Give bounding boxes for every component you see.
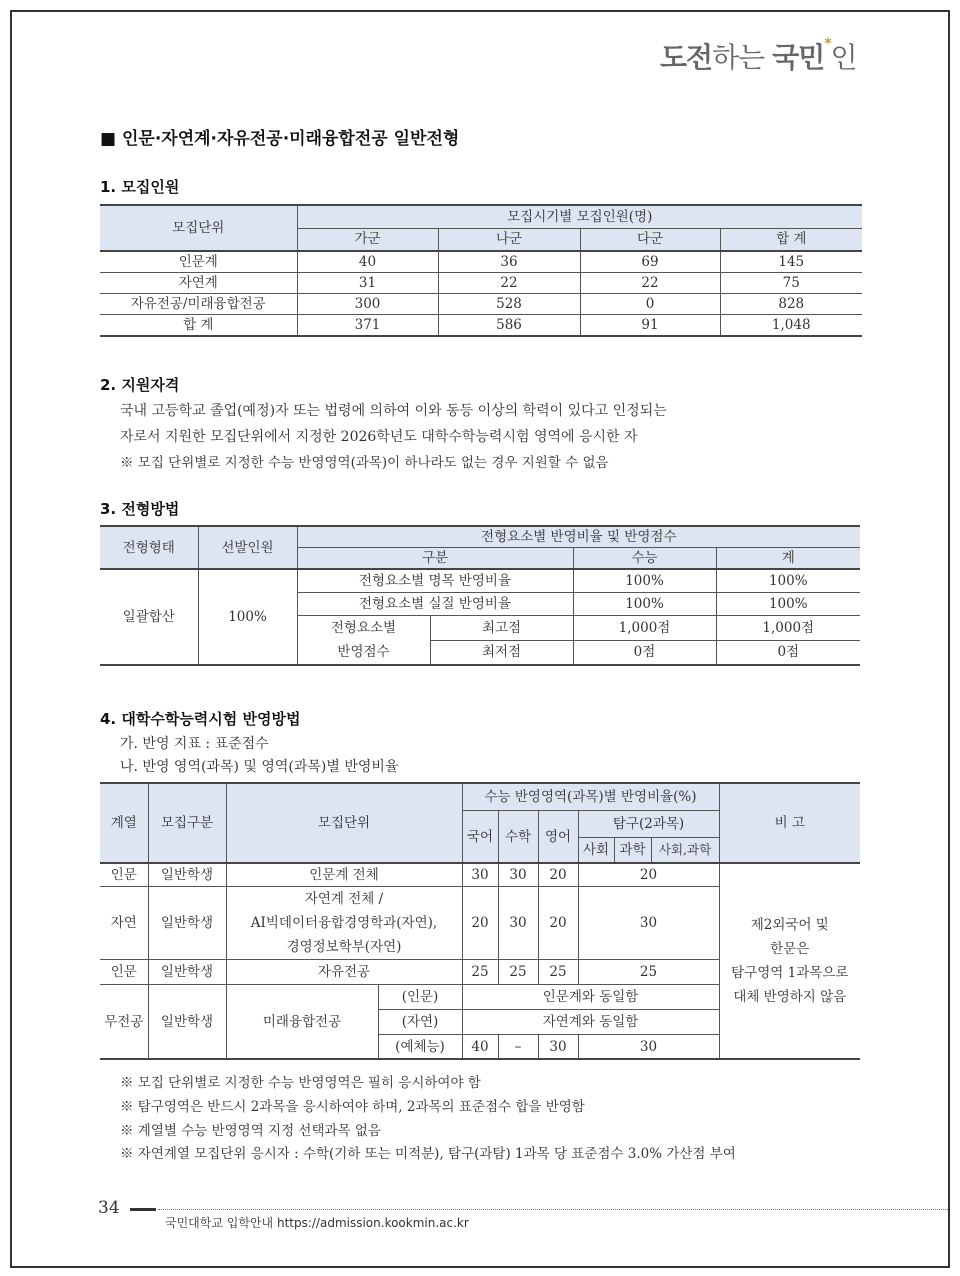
text: 국내 고등학교 졸업(예정)자 또는 법령에 의하여 이와 동등 이상의 학력이 있다고 인정되는: [120, 403, 667, 419]
table-cell: 인문: [100, 960, 148, 985]
table-row: [100, 863, 860, 887]
table-cell: 일반학생: [148, 863, 226, 887]
table-cell: 100%: [573, 593, 716, 616]
table-cell: 구분: [297, 548, 573, 570]
table-cell: 31: [297, 273, 438, 294]
text: ※ 계열별 수능 반영영역 지정 선택과목 없음: [120, 1123, 381, 1139]
text: ※ 모집 단위별로 지정한 수능 반영영역(과목)이 하나라도 없는 경우 지원할 수 없음: [120, 455, 609, 471]
table-cell: 30: [578, 1035, 719, 1060]
table-cell: 20: [462, 887, 498, 960]
table-cell: 1,048: [720, 315, 862, 337]
table-cell: 100%: [716, 593, 860, 616]
table-cell: 100%: [716, 569, 860, 593]
table-cell: 가군: [297, 228, 438, 251]
table-cell: 미래융합전공: [226, 985, 378, 1060]
table-cell: 0: [580, 294, 720, 315]
table-cell: 371: [297, 315, 438, 337]
table-cell: 자유전공/미래융합전공: [100, 294, 297, 315]
text: 자로서 지원한 모집단위에서 지정한 2026학년도 대학수학능력시험 영역에 응시한 자: [120, 429, 638, 445]
table-cell: 최저점: [430, 640, 573, 665]
table-cell: 전형요소별 명목 반영비율: [297, 569, 573, 593]
table-row: [100, 526, 860, 548]
table-cell: 전형형태: [100, 526, 198, 569]
table-row: [100, 569, 860, 593]
table-cell: 일괄합산: [100, 569, 198, 665]
table-cell: (예체능): [378, 1035, 462, 1060]
text: 탐구영역 1과목으로: [731, 965, 849, 981]
page-title: ■ 인문·자연계·자유전공·미래융합전공 일반전형: [100, 129, 460, 149]
logo: [660, 36, 857, 76]
text: AI빅데이터융합경영학과(자연),: [250, 915, 438, 931]
text: 가. 반영 지표 : 표준점수: [120, 736, 269, 752]
table-cell: 계열: [100, 783, 148, 863]
table-cell: 모집단위: [100, 205, 297, 251]
text: 대체 반영하지 않음: [733, 989, 847, 1005]
text: *: [824, 36, 831, 52]
table-cell: 자유전공: [226, 960, 462, 985]
table-cell: [719, 863, 860, 1059]
table-cell: 수능: [573, 548, 716, 570]
table-cell: 30: [498, 863, 538, 887]
table-cell: 22: [580, 273, 720, 294]
text: ※ 모집 단위별로 지정한 수능 반영영역은 필히 응시하여야 함: [120, 1075, 481, 1091]
table-cell: 비 고: [719, 783, 860, 863]
table-cell: (인문): [378, 985, 462, 1010]
table-cell: 30: [462, 863, 498, 887]
table-cell: 22: [438, 273, 580, 294]
text: 하는: [712, 41, 773, 74]
table-cell: 69: [580, 251, 720, 273]
text: 제2외국어 및: [750, 917, 829, 933]
table-cell: 모집구분: [148, 783, 226, 863]
text: 나. 반영 영역(과목) 및 영역(과목)별 반영비율: [120, 759, 399, 775]
table-cell: 91: [580, 315, 720, 337]
text: 도전: [660, 41, 713, 74]
recruitment-table: [100, 204, 862, 337]
table-row: [100, 294, 862, 315]
table-cell: 모집단위: [226, 783, 462, 863]
table-row: [100, 315, 862, 337]
table-cell: 과학: [614, 838, 651, 864]
table-cell: 자연계와 동일함: [462, 1010, 719, 1035]
table-cell: 수능 반영영역(과목)별 반영비율(%): [462, 783, 719, 811]
table-cell: 전형요소별 실질 반영비율: [297, 593, 573, 616]
section-heading: 1. 모집인원: [100, 178, 180, 196]
table-cell: 인문계: [100, 251, 297, 273]
table-cell: 828: [720, 294, 862, 315]
table-cell: 25: [578, 960, 719, 985]
table-cell: 36: [438, 251, 580, 273]
text: 한문은: [770, 941, 810, 957]
text: ※ 탐구영역은 반드시 2과목을 응시하여야 하며, 2과목의 표준점수 합을 반영함: [120, 1099, 585, 1115]
table-cell: 일반학생: [148, 887, 226, 960]
table-cell: 영어: [538, 811, 578, 864]
selection-method-table: [100, 525, 860, 666]
table-cell: 20: [578, 863, 719, 887]
table-row: [100, 783, 860, 811]
table-cell: 300: [297, 294, 438, 315]
table-cell: (자연): [378, 1010, 462, 1035]
text: 자연계 전체 /: [304, 891, 384, 907]
table-cell: 40: [297, 251, 438, 273]
table-cell: 모집시기별 모집인원(명): [297, 205, 862, 228]
text: ※ 자연계열 모집단위 응시자 : 수학(기하 또는 미적분), 탐구(과탐) 1과목 당 표준점수 3.0% 가산점 부여: [120, 1146, 736, 1162]
table-cell: 자연계: [100, 273, 297, 294]
table-cell: 20: [538, 887, 578, 960]
table-cell: 1,000점: [716, 616, 860, 641]
suneung-ratio-table: [100, 782, 860, 1060]
section-heading: 4. 대학수학능력시험 반영방법: [100, 710, 301, 728]
table-cell: 528: [438, 294, 580, 315]
table-cell: 전형요소별 반영비율 및 반영점수: [297, 526, 860, 548]
table-cell: –: [498, 1035, 538, 1060]
table-cell: 인문: [100, 863, 148, 887]
table-cell: 75: [720, 273, 862, 294]
table-cell: 수학: [498, 811, 538, 864]
table-row: [100, 251, 862, 273]
table-cell: [226, 887, 462, 960]
table-cell: 100%: [198, 569, 297, 665]
section-heading: 2. 지원자격: [100, 376, 180, 394]
table-cell: 탐구(2과목): [578, 811, 719, 838]
table-row: [100, 273, 862, 294]
footer-bar: [130, 1208, 156, 1211]
footer-divider: [158, 1209, 948, 1210]
table-cell: 일반학생: [148, 960, 226, 985]
table-cell: 자연: [100, 887, 148, 960]
table-cell: 1,000점: [573, 616, 716, 641]
table-cell: 사회: [578, 838, 614, 864]
table-cell: 계: [716, 548, 860, 570]
table-cell: 20: [538, 863, 578, 887]
table-cell: 인문계와 동일함: [462, 985, 719, 1010]
table-cell: 145: [720, 251, 862, 273]
text: 경영정보학부(자연): [286, 939, 402, 955]
table-cell: 다군: [580, 228, 720, 251]
table-cell: 선발인원: [198, 526, 297, 569]
table-cell: 30: [578, 887, 719, 960]
table-cell: 최고점: [430, 616, 573, 641]
table-cell: 25: [498, 960, 538, 985]
table-cell: 0점: [573, 640, 716, 665]
table-cell: 무전공: [100, 985, 148, 1060]
table-cell: 30: [538, 1035, 578, 1060]
table-cell: 586: [438, 315, 580, 337]
table-cell: 100%: [573, 569, 716, 593]
footer-text: 국민대학교 입학안내 https://admission.kookmin.ac.kr: [165, 1216, 469, 1230]
table-cell: 합 계: [720, 228, 862, 251]
table-cell: 25: [538, 960, 578, 985]
section-heading: 3. 전형방법: [100, 500, 180, 518]
table-cell: 국어: [462, 811, 498, 864]
table-cell: 나군: [438, 228, 580, 251]
table-cell: 인문계 전체: [226, 863, 462, 887]
page-number: 34: [98, 1198, 120, 1218]
text: 국민: [772, 41, 825, 74]
table-cell: 25: [462, 960, 498, 985]
text: 인: [830, 41, 857, 74]
table-row: [100, 205, 862, 228]
table-cell: 0점: [716, 640, 860, 665]
table-cell: 전형요소별: [297, 616, 430, 641]
table-cell: 30: [498, 887, 538, 960]
table-cell: 반영점수: [297, 640, 430, 665]
table-cell: 40: [462, 1035, 498, 1060]
table-cell: 일반학생: [148, 985, 226, 1060]
table-cell: 합 계: [100, 315, 297, 337]
table-cell: 사회,과학: [651, 838, 719, 864]
